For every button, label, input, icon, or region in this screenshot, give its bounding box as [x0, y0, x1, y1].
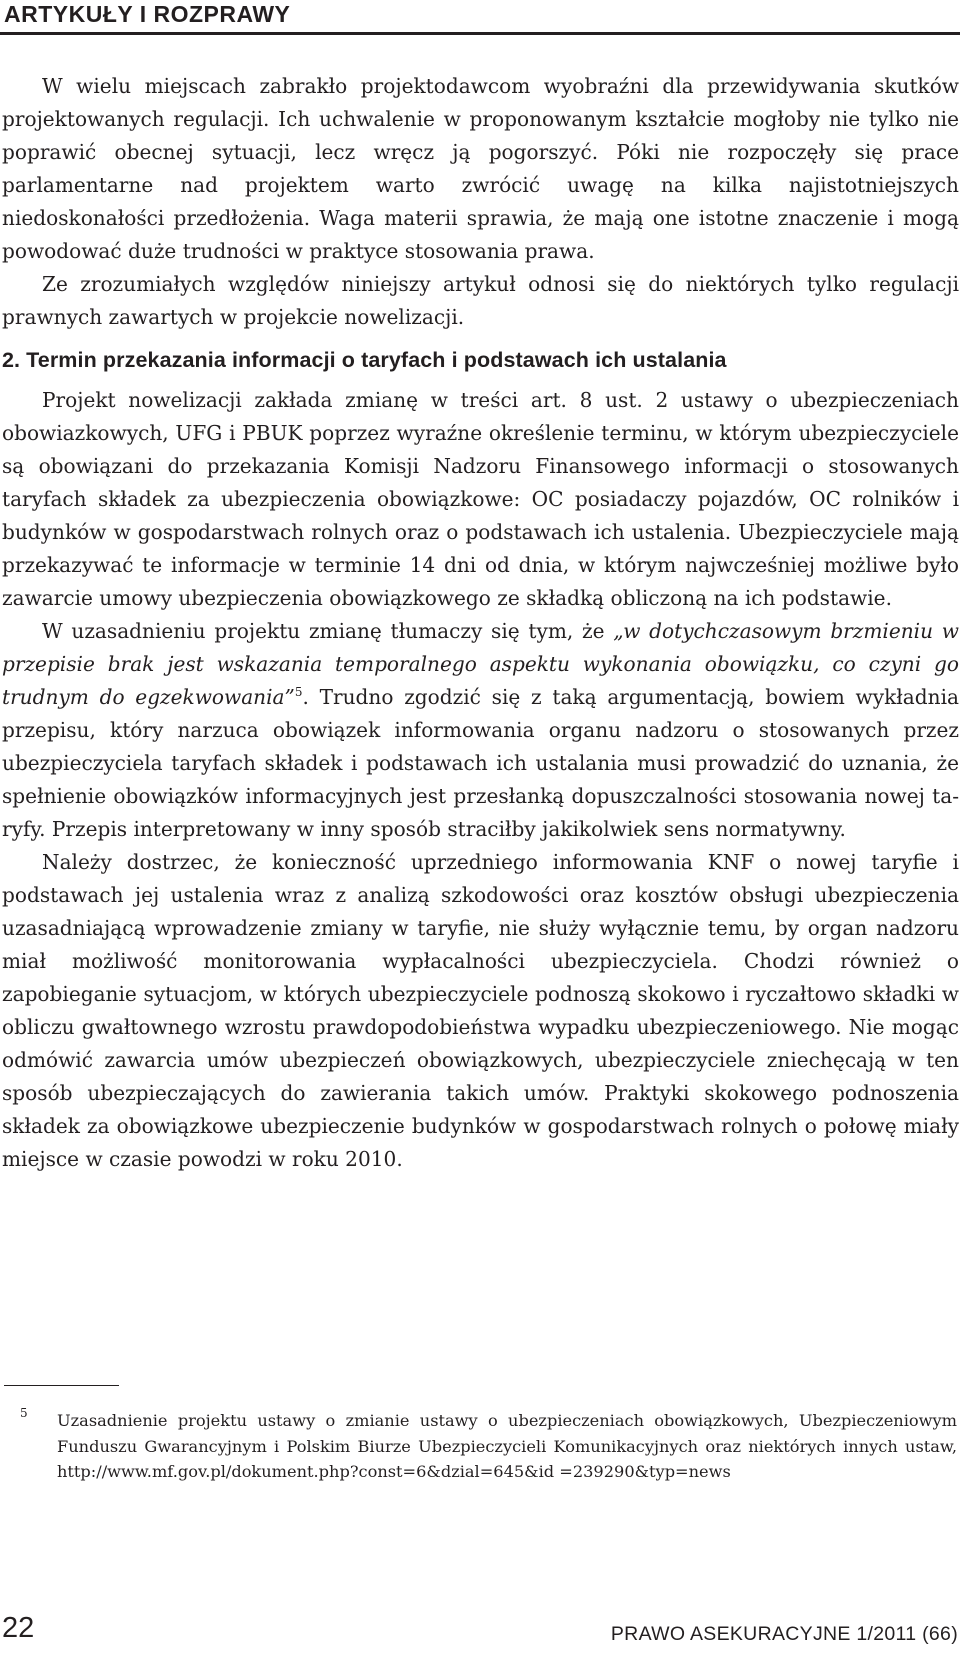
footnote [20, 1408, 957, 1485]
footnote-separator [4, 1385, 119, 1386]
paragraph: Ze zrozumiałych względów niniejszy artykuł odnosi się do niektórych tylko regulacji prawnych zawartych w projekcie nowelizacji. [2, 272, 959, 329]
paragraph-text: . Trudno zgodzić się z taką argumentacją, bowiem wykładnia przepisu, który narzuca obowiązek informowania organu nadzoru o stosowanych przez ubezpieczyciela taryfach składek i podstawach ich ustalania musi prowadzić do uznania, że spełnienie obowiązków informacyjnych jest przesłanką dopuszczalności stosowania nowej taryfy. Przepis interpretowany w inny sposób straciłby jakikolwiek sens normatywny. [2, 685, 959, 841]
footnote-marker: 5 [20, 1406, 28, 1420]
section-number: 2. [2, 348, 21, 372]
paragraph [2, 615, 959, 846]
section-title: ARTYKUŁY I ROZPRAWY [4, 1, 291, 27]
footnote-text: Uzasadnienie projektu ustawy o zmianie ustawy o ubezpieczeniach obowiązkowych, Ubezpieczeniowym Funduszu Gwarancyjnym i Polskim Biurze Ubezpieczycieli Komunikacyjnych oraz niektórych innych ustaw, http://www.mf.gov.pl/dokument.php?const=6&dzial=645&id =239290&typ=news [57, 1411, 957, 1481]
paragraph: Projekt nowelizacji zakłada zmianę w treści art. 8 ust. 2 ustawy o ubezpieczeniach obowiazkowych, UFG i PBUK poprzez wyraźne określenie terminu, w którym ubezpieczyciele są obowiązani do przekazania Komisji Nadzoru Finansowego informacji o stosowanych taryfach składek za ubezpieczenia obowiązkowe: OC posiadaczy pojazdów, OC rolników i budynków w gospodarstwach rolnych oraz o podstawach ich ustalenia. Ubezpieczyciele mają przekazywać te informacje w terminie 14 dni od dnia, w którym najwcześniej możliwe było zawarcie umowy ubezpieczenia obowiązkowego ze składką obliczoną na ich podstawie. [2, 388, 959, 610]
paragraph: W wielu miejscach zabrakło projektodawcom wyobraźni dla przewidywania skutków projektowanych regulacji. Ich uchwalenie w proponowanym kształcie mogłoby nie tylko nie poprawić obecnej sytuacji, lecz wręcz ją pogorszyć. Póki nie rozpoczęły się prace parlamentarne nad projektem warto zwrócić uwagę na kilka najistotniejszych niedoskonałości przedłożenia. Waga materii sprawia, że mają one istotne znaczenie i mogą powodować duże trudności w praktyce stosowania prawa. [2, 74, 959, 263]
header-rule [0, 32, 960, 35]
journal-title: PRAWO ASEKURACYJNE 1/2011 (66) [610, 1623, 958, 1645]
section-heading [2, 345, 959, 375]
section-heading-text: Termin przekazania informacji o taryfach i podstawach ich ustalania [26, 348, 727, 372]
page-footer [0, 1610, 960, 1655]
article-body [2, 70, 959, 1176]
footnote-reference[interactable]: 5 [294, 685, 303, 699]
paragraph: Należy dostrzec, że konieczność uprzedniego informowania KNF o nowej taryfie i podstawach jej ustalenia wraz z analizą szkodowości oraz kosztów obsługi ubezpieczenia uzasadniającą wprowadzenie zmiany w taryfie, nie służy wyłącznie temu, by organ nadzoru miał możliwość monitorowania wypłacalności ubezpieczyciela. Chodzi również o zapobieganie sytuacjom, w których ubezpieczyciele podnoszą skokowo i ryczałtowo składki w obliczu gwałtownego wzrostu prawdopodobieństwa wypadku ubezpieczeniowego. Nie mogąc odmówić zawarcia umów ubezpieczeń obowiązkowych, ubezpieczyciele zniechęcają w ten sposób ubezpieczających do zawierania takich umów. Praktyki skokowego podnoszenia składek za obowiązkowe ubezpieczenie budynków w gospodarstwach rolnych o połowę miały miejsce w czasie powodzi w roku 2010. [2, 850, 959, 1171]
page-number: 22 [2, 1612, 35, 1644]
paragraph-text: W uzasadnieniu projektu zmianę tłumaczy się tym, że [42, 619, 614, 643]
quotation: „w dotychczasowym brzmieniu w przepisie brak jest wskazania temporalnego aspektu wykonania obowiązku, co czyni go trudnym do egzekwowania” [2, 619, 959, 709]
